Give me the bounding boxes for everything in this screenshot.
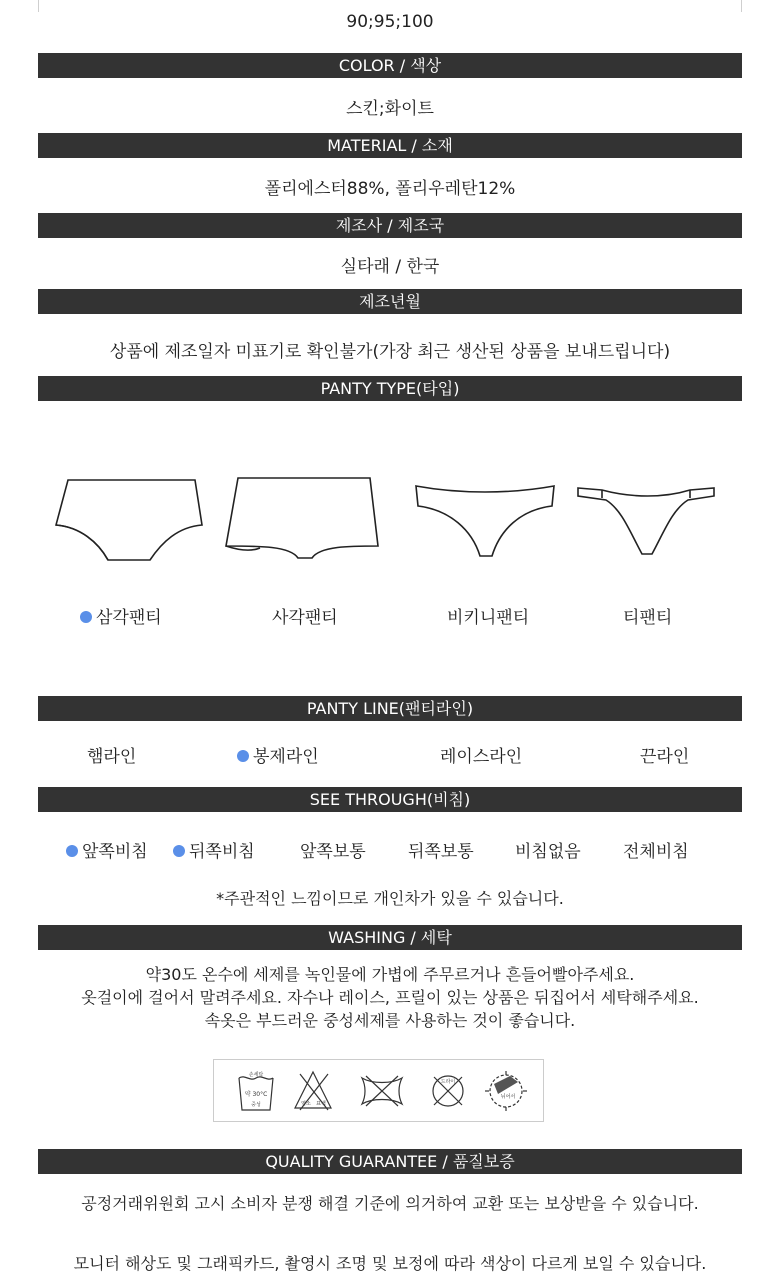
panty-type-option-thong: 티팬티 bbox=[623, 608, 673, 628]
hand-wash-text: 손세탁 bbox=[248, 1072, 264, 1078]
washing-header: WASHING / 세탁 bbox=[38, 925, 742, 950]
color-value: 스킨;화이트 bbox=[346, 99, 434, 119]
lay-flat-dry-text: 뉘어서 bbox=[500, 1094, 516, 1100]
color-header: COLOR / 색상 bbox=[38, 53, 742, 78]
quality-line-1: 공정거래위원회 고시 소비자 분쟁 해결 기준에 의거하여 교환 또는 보상받을 수 있습니다. bbox=[81, 1194, 699, 1213]
washing-line-3: 속옷은 부드러운 중성세제를 사용하는 것이 좋습니다. bbox=[204, 1011, 576, 1030]
panty-line-option-hem: 햄라인 bbox=[87, 747, 137, 767]
no-bleach-text-bleach: 표백 bbox=[316, 1101, 326, 1107]
thong-icon bbox=[572, 480, 722, 565]
no-bleach-text-chlorine: 염소 bbox=[301, 1101, 311, 1107]
hand-wash-icon bbox=[236, 1068, 276, 1114]
panty-line-option-seam: 봉제라인 bbox=[237, 742, 319, 767]
manufacture-date-header: 제조년월 bbox=[38, 289, 742, 314]
panty-line-header: PANTY LINE(팬티라인) bbox=[38, 696, 742, 721]
manufacture-date-value: 상품에 제조일자 미표기로 확인불가(가장 최근 생산된 상품을 보내드립니다) bbox=[109, 342, 671, 362]
see-through-header: SEE THROUGH(비침) bbox=[38, 787, 742, 812]
see-through-note: *주관적인 느낌이므로 개인차가 있을 수 있습니다. bbox=[216, 889, 564, 908]
panty-line-option-lace: 레이스라인 bbox=[440, 747, 523, 767]
panty-line-option-string: 끈라인 bbox=[640, 747, 690, 767]
quality-header: QUALITY GUARANTEE / 품질보증 bbox=[38, 1149, 742, 1174]
table-border-right bbox=[741, 0, 742, 12]
boxer-brief-icon bbox=[220, 470, 390, 570]
manufacturer-value: 실타래 / 한국 bbox=[340, 257, 440, 277]
see-through-option-full: 전체비침 bbox=[623, 842, 689, 862]
panty-type-option-boxer: 사각팬티 bbox=[272, 608, 338, 628]
see-through-option-back: 뒤쪽비침 bbox=[173, 837, 255, 862]
see-through-option-none: 비침없음 bbox=[515, 842, 581, 862]
no-dryclean-text: 드라이 bbox=[440, 1079, 456, 1085]
size-values: 90;95;100 bbox=[346, 12, 434, 32]
hand-wash-temp-text: 약 30°C bbox=[244, 1091, 268, 1098]
selected-dot-icon bbox=[80, 611, 92, 623]
selected-dot-icon bbox=[173, 845, 185, 857]
see-through-option-back-normal: 뒤쪽보통 bbox=[408, 842, 474, 862]
lay-flat-dry-icon bbox=[484, 1068, 528, 1114]
see-through-option-front-normal: 앞쪽보통 bbox=[300, 842, 366, 862]
quality-line-2: 모니터 해상도 및 그래픽카드, 촬영시 조명 및 보정에 따라 색상이 다르게 보일 수 있습니다. bbox=[73, 1254, 707, 1273]
no-wring-icon bbox=[358, 1072, 406, 1110]
material-value: 폴리에스터88%, 폴리우레탄12% bbox=[264, 179, 516, 199]
no-dryclean-icon bbox=[428, 1070, 468, 1112]
washing-line-1: 약30도 온수에 세제를 녹인물에 가볍에 주무르거나 흔들어빨아주세요. bbox=[145, 965, 635, 984]
care-label-box bbox=[213, 1059, 544, 1122]
washing-line-2: 옷걸이에 걸어서 말려주세요. 자수나 레이스, 프릴이 있는 상품은 뒤집어서 세탁해주세요. bbox=[81, 988, 699, 1007]
panty-type-option-bikini: 비키니팬티 bbox=[447, 608, 530, 628]
manufacturer-header: 제조사 / 제조국 bbox=[38, 213, 742, 238]
see-through-option-front: 앞쪽비침 bbox=[66, 837, 148, 862]
selected-dot-icon bbox=[66, 845, 78, 857]
table-border-left bbox=[38, 0, 39, 12]
brief-icon bbox=[50, 470, 210, 570]
bikini-icon bbox=[410, 478, 560, 568]
selected-dot-icon bbox=[237, 750, 249, 762]
panty-type-header: PANTY TYPE(타입) bbox=[38, 376, 742, 401]
material-header: MATERIAL / 소재 bbox=[38, 133, 742, 158]
no-bleach-icon bbox=[292, 1068, 334, 1114]
hand-wash-detergent-text: 중성 bbox=[251, 1102, 261, 1108]
panty-type-option-triangle: 삼각팬티 bbox=[80, 603, 162, 628]
